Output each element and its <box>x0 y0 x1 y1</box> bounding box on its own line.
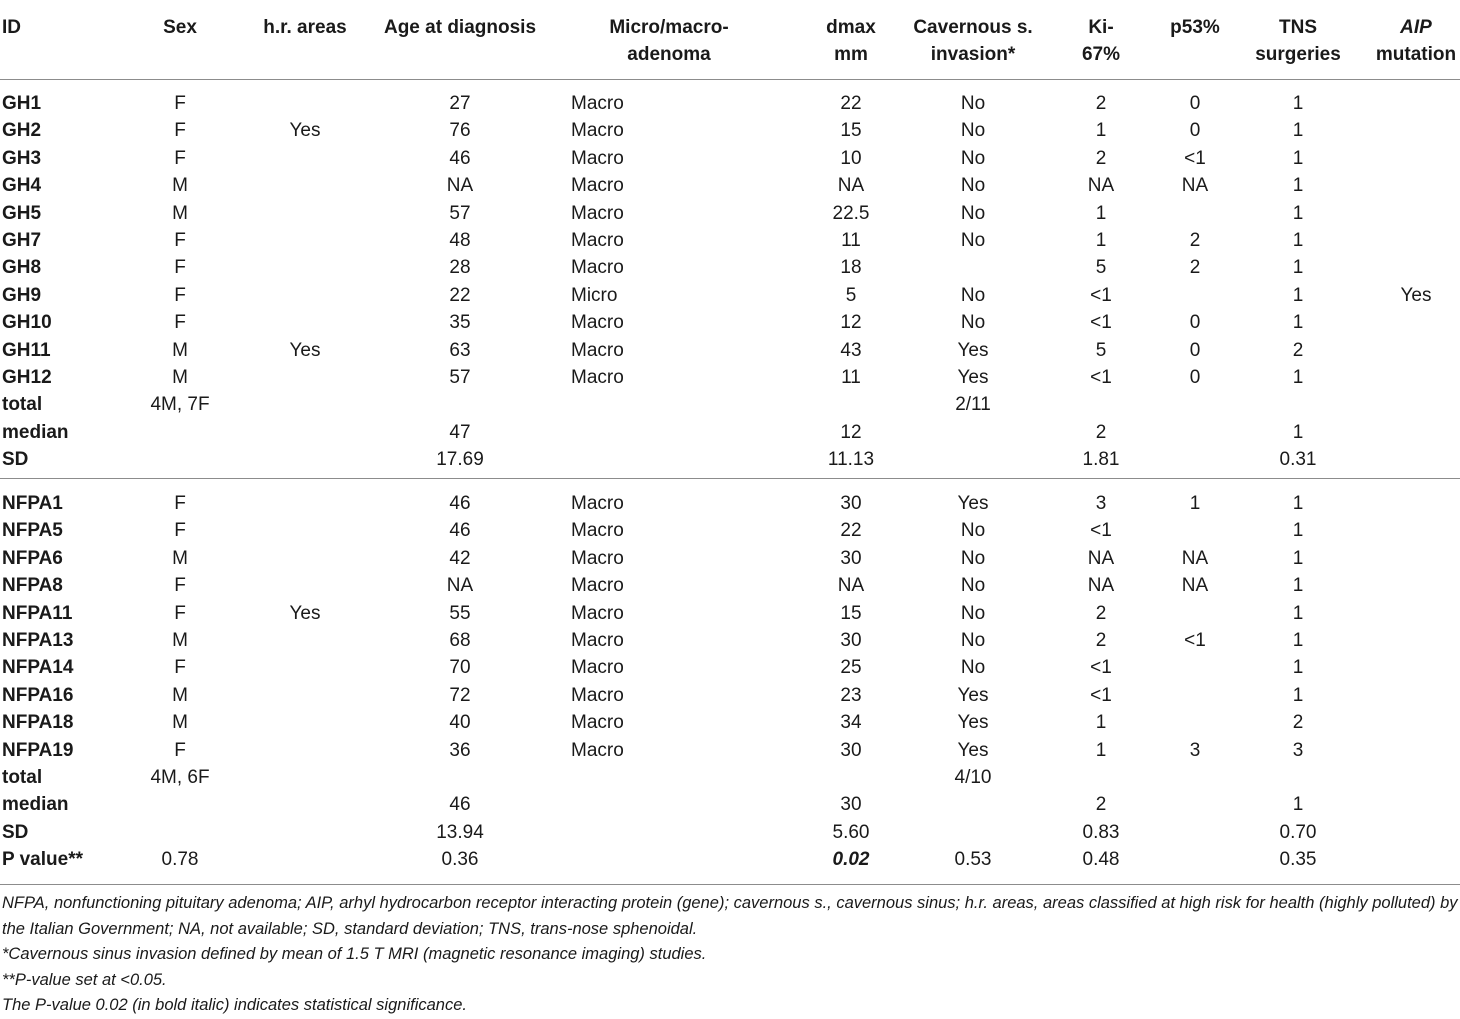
cell-cav: No <box>960 630 986 651</box>
cell-age: 70 <box>449 657 471 679</box>
cell-p53: 3 <box>1189 739 1201 761</box>
table-row <box>0 846 1460 873</box>
cell-age: 13.94 <box>436 821 484 843</box>
cell-age: 68 <box>449 630 471 651</box>
cell-p53: 0 <box>1189 367 1201 388</box>
cell-sex: M <box>172 630 188 651</box>
footnote-cavernous: *Cavernous sinus invasion defined by mean of 1.5 T MRI (magnetic resonance imaging) studies. <box>2 945 707 963</box>
cell-tns: 0.35 <box>1279 849 1317 871</box>
cell-id: NFPA6 <box>2 547 63 569</box>
cell-id: GH3 <box>2 147 42 169</box>
cell-micro: Macro <box>571 657 624 679</box>
cell-sex: 4M, 6F <box>150 767 210 788</box>
table-bottom-rule <box>0 884 1460 885</box>
cell-sex: F <box>174 739 186 761</box>
table-row <box>0 654 1460 681</box>
cell-p53: 0 <box>1189 312 1201 334</box>
table-row <box>0 172 1460 199</box>
cell-p53: 1 <box>1189 493 1201 514</box>
cell-id: SD <box>2 821 29 843</box>
cell-id: GH9 <box>2 284 42 306</box>
table-row <box>0 627 1460 654</box>
cell-p53: 0 <box>1189 93 1201 114</box>
cell-age: 57 <box>449 202 471 224</box>
cell-id: NFPA16 <box>2 684 74 706</box>
cell-p53: NA <box>1181 175 1209 197</box>
cell-ki: NA <box>1087 547 1115 569</box>
cell-id: P value** <box>2 849 83 871</box>
cell-id: total <box>2 767 43 788</box>
cell-age: 42 <box>449 547 471 569</box>
header-ki-line1: Ki- <box>1088 17 1114 38</box>
cell-ki: 5 <box>1095 257 1107 279</box>
cell-age: 57 <box>449 367 471 388</box>
cell-cav: No <box>960 202 986 224</box>
cell-tns: 1 <box>1292 257 1304 279</box>
cell-age: 40 <box>449 712 471 734</box>
cell-ki: 2 <box>1095 602 1107 624</box>
cell-dmax: 18 <box>840 257 862 279</box>
cell-dmax: 11 <box>841 367 861 388</box>
cell-tns: 2 <box>1292 712 1304 734</box>
cell-micro: Macro <box>571 230 624 251</box>
cell-id: GH4 <box>2 175 42 197</box>
table-row <box>0 819 1460 846</box>
cell-id: NFPA19 <box>2 739 74 761</box>
header-dmax-line1: dmax <box>826 17 876 38</box>
cell-hr: Yes <box>289 339 321 361</box>
cell-id: median <box>2 794 69 816</box>
cell-id: NFPA8 <box>2 575 63 597</box>
cell-id: GH12 <box>2 367 52 388</box>
cell-tns: 1 <box>1292 520 1304 542</box>
cell-ki: 3 <box>1095 493 1107 514</box>
cell-micro: Macro <box>571 202 624 224</box>
cell-dmax: 30 <box>840 493 862 514</box>
group-divider <box>0 478 1460 479</box>
table-row <box>0 682 1460 709</box>
cell-micro: Macro <box>571 93 624 114</box>
table-row <box>0 227 1460 254</box>
header-ki67 <box>1082 14 1120 68</box>
cell-cav: No <box>960 175 986 197</box>
cell-sex: M <box>172 367 188 388</box>
cell-sex: F <box>174 284 186 306</box>
cell-hr: Yes <box>289 120 321 142</box>
cell-sex: F <box>174 257 186 279</box>
table-row <box>0 200 1460 227</box>
header-tns <box>1255 14 1341 68</box>
cell-sex: 4M, 7F <box>150 394 210 416</box>
cell-id: GH8 <box>2 257 42 279</box>
cell-tns: 1 <box>1292 421 1304 443</box>
cell-micro: Macro <box>571 602 624 624</box>
table-footnotes <box>2 891 1458 1019</box>
cell-sex: F <box>174 602 186 624</box>
cell-dmax: 5.60 <box>832 821 870 843</box>
cell-cav: Yes <box>957 712 989 734</box>
table-row <box>0 337 1460 364</box>
cell-ki: 0.83 <box>1082 821 1120 843</box>
cell-age: 17.69 <box>436 449 484 471</box>
cell-tns: 2 <box>1292 339 1304 361</box>
cell-dmax: 0.02 <box>832 849 870 871</box>
header-cav-line2: invasion* <box>930 44 1016 65</box>
cell-age: 36 <box>449 739 471 761</box>
header-micro-macro <box>609 14 728 68</box>
cell-micro: Macro <box>571 520 624 542</box>
table-row <box>0 517 1460 544</box>
cell-ki: 5 <box>1095 339 1107 361</box>
cell-age: 22 <box>449 284 471 306</box>
cell-cav: No <box>960 93 986 114</box>
cell-tns: 1 <box>1292 575 1304 597</box>
header-cavernous <box>913 14 1032 68</box>
cell-sex: M <box>172 175 188 197</box>
cell-id: GH11 <box>2 339 51 361</box>
cell-micro: Macro <box>571 684 624 706</box>
cell-age: 47 <box>449 421 471 443</box>
header-micro-line2: adenoma <box>627 44 711 65</box>
cell-age: 63 <box>449 339 471 361</box>
cell-hr: Yes <box>289 602 321 624</box>
cell-cav: No <box>960 284 986 306</box>
table-row <box>0 600 1460 627</box>
cell-ki: <1 <box>1090 312 1112 334</box>
cell-age: 46 <box>449 794 471 816</box>
cell-ki: 1 <box>1095 739 1107 761</box>
cell-cav: No <box>960 602 986 624</box>
cell-dmax: 15 <box>840 602 862 624</box>
cell-cav: No <box>960 120 986 142</box>
table-row <box>0 737 1460 764</box>
cell-cav: No <box>960 312 986 334</box>
cell-p53: 0 <box>1189 339 1201 361</box>
cell-dmax: 11 <box>841 230 861 251</box>
table-row <box>0 764 1460 791</box>
cell-sex: F <box>174 312 186 334</box>
cell-sex: F <box>174 120 186 142</box>
table-row <box>0 446 1460 473</box>
cell-micro: Macro <box>571 257 624 279</box>
cell-dmax: 22 <box>840 520 862 542</box>
cell-cav: No <box>960 147 986 169</box>
cell-micro: Macro <box>571 367 624 388</box>
cell-ki: <1 <box>1090 657 1112 679</box>
cell-sex: M <box>172 712 188 734</box>
cell-tns: 1 <box>1292 120 1304 142</box>
cell-dmax: 10 <box>840 147 862 169</box>
cell-micro: Macro <box>571 739 624 761</box>
table-row <box>0 419 1460 446</box>
cell-id: total <box>2 394 43 416</box>
cell-ki: 1.81 <box>1082 449 1120 471</box>
cell-sex: M <box>172 547 188 569</box>
cell-ki: <1 <box>1090 520 1112 542</box>
cell-sex: F <box>174 520 186 542</box>
cell-age: 72 <box>449 684 471 706</box>
cell-ki: 1 <box>1095 202 1107 224</box>
cell-ki: 0.48 <box>1082 849 1120 871</box>
table-row <box>0 791 1460 818</box>
cell-cav: Yes <box>957 684 989 706</box>
table-row <box>0 545 1460 572</box>
cell-tns: 1 <box>1292 794 1304 816</box>
cell-ki: 1 <box>1095 712 1107 734</box>
header-cav-line1: Cavernous s. <box>913 17 1033 38</box>
cell-age: NA <box>446 175 474 197</box>
cell-dmax: 43 <box>840 339 862 361</box>
cell-cav: No <box>960 657 986 679</box>
cell-age: 35 <box>449 312 471 334</box>
cell-cav: No <box>960 575 986 597</box>
table-row <box>0 282 1460 309</box>
cell-sex: F <box>174 575 186 597</box>
cell-aip: Yes <box>1400 284 1432 306</box>
header-p53: p53% <box>1170 17 1220 38</box>
cell-age: 46 <box>449 520 471 542</box>
cell-sex: M <box>172 339 188 361</box>
table-row <box>0 490 1460 517</box>
cell-tns: 1 <box>1292 657 1304 679</box>
cell-id: median <box>2 421 69 443</box>
cell-tns: 1 <box>1292 684 1304 706</box>
cell-tns: 1 <box>1292 493 1304 514</box>
cell-tns: 0.70 <box>1279 821 1317 843</box>
cell-tns: 0.31 <box>1279 449 1317 471</box>
cell-micro: Macro <box>571 175 624 197</box>
table-row <box>0 364 1460 391</box>
cell-p53: <1 <box>1184 147 1206 169</box>
cell-dmax: 11.13 <box>827 449 875 471</box>
cell-micro: Macro <box>571 147 624 169</box>
cell-cav: Yes <box>957 493 989 514</box>
cell-id: NFPA5 <box>2 520 63 542</box>
cell-dmax: 22 <box>840 93 862 114</box>
cell-dmax: 30 <box>840 547 862 569</box>
cell-p53: NA <box>1181 575 1209 597</box>
cell-id: GH7 <box>2 230 42 251</box>
cell-cav: 0.53 <box>954 849 992 871</box>
cell-id: NFPA14 <box>2 657 74 679</box>
cell-micro: Macro <box>571 120 624 142</box>
cell-tns: 1 <box>1292 175 1304 197</box>
cell-age: 27 <box>449 93 471 114</box>
cell-micro: Macro <box>571 339 624 361</box>
cell-id: NFPA11 <box>2 602 73 624</box>
cell-id: NFPA18 <box>2 712 74 734</box>
cell-cav: No <box>960 230 986 251</box>
cell-age: 76 <box>449 120 471 142</box>
cell-tns: 1 <box>1292 630 1304 651</box>
cell-dmax: 15 <box>840 120 862 142</box>
cell-dmax: 23 <box>840 684 862 706</box>
cell-tns: 1 <box>1292 312 1304 334</box>
table-row <box>0 145 1460 172</box>
cell-micro: Macro <box>571 493 624 514</box>
cell-ki: 2 <box>1095 630 1107 651</box>
table-header <box>0 0 1460 80</box>
cell-micro: Macro <box>571 547 624 569</box>
footnote-significance: The P-value 0.02 (in bold italic) indicates statistical significance. <box>2 996 467 1014</box>
header-id: ID <box>2 17 21 38</box>
cell-micro: Macro <box>571 712 624 734</box>
cell-micro: Macro <box>571 312 624 334</box>
cell-ki: 1 <box>1095 230 1107 251</box>
cell-age: 55 <box>449 602 471 624</box>
cell-ki: 2 <box>1095 147 1107 169</box>
footnote-pvalue: **P-value set at <0.05. <box>2 970 167 989</box>
table-row <box>0 391 1460 418</box>
cell-ki: NA <box>1087 175 1115 197</box>
cell-ki: 1 <box>1095 120 1107 142</box>
header-dmax <box>826 14 876 68</box>
cell-ki: <1 <box>1090 367 1112 388</box>
cell-sex: M <box>172 202 188 224</box>
cell-tns: 3 <box>1292 739 1304 761</box>
header-aip-line2: mutation <box>1375 44 1457 65</box>
cell-tns: 1 <box>1292 230 1304 251</box>
footnote-abbreviations: NFPA, nonfunctioning pituitary adenoma; AIP, arhyl hydrocarbon receptor interacting protein (gene); cavernous s., cavernous sinus; h.r. areas, areas classified at high risk for health (highly polluted) by the Italian Government; NA, not available; SD, standard deviation; TNS, trans-nose sphenoidal. <box>2 894 1458 938</box>
cell-sex: M <box>172 684 188 706</box>
cell-micro: Macro <box>571 575 624 597</box>
cell-dmax: 5 <box>845 284 857 306</box>
header-aip-line1: AIP <box>1400 17 1432 38</box>
cell-cav: 4/10 <box>954 767 992 788</box>
cell-id: GH10 <box>2 312 52 334</box>
header-dmax-line2: mm <box>834 44 868 65</box>
cell-tns: 1 <box>1292 367 1304 388</box>
cell-ki: 2 <box>1095 794 1107 816</box>
cell-age: 46 <box>449 147 471 169</box>
cell-dmax: 30 <box>840 630 862 651</box>
cell-cav: Yes <box>957 367 989 388</box>
cell-sex: F <box>174 147 186 169</box>
cell-tns: 1 <box>1292 202 1304 224</box>
cell-sex: F <box>174 657 186 679</box>
cell-age: NA <box>446 575 474 597</box>
cell-dmax: 34 <box>840 712 862 734</box>
table-row <box>0 90 1460 117</box>
cell-tns: 1 <box>1292 93 1304 114</box>
cell-cav: Yes <box>957 339 989 361</box>
cell-dmax: 12 <box>840 421 862 443</box>
cell-dmax: NA <box>837 575 865 597</box>
cell-sex: F <box>174 93 186 114</box>
cell-sex: F <box>174 493 186 514</box>
header-hr-areas: h.r. areas <box>263 17 347 38</box>
cell-id: NFPA1 <box>2 493 63 514</box>
cell-dmax: 22.5 <box>832 202 870 224</box>
cell-micro: Micro <box>571 284 618 306</box>
table-row <box>0 709 1460 736</box>
cell-cav: No <box>960 520 986 542</box>
cell-tns: 1 <box>1292 147 1304 169</box>
cell-id: GH2 <box>2 120 42 142</box>
cell-p53: <1 <box>1184 630 1206 651</box>
cell-tns: 1 <box>1292 547 1304 569</box>
cell-sex: 0.78 <box>161 849 199 871</box>
cell-ki: NA <box>1087 575 1115 597</box>
cell-tns: 1 <box>1292 284 1304 306</box>
cell-id: NFPA13 <box>2 630 74 651</box>
cell-p53: 2 <box>1189 230 1201 251</box>
table-row <box>0 309 1460 336</box>
cell-age: 48 <box>449 230 471 251</box>
cell-sex: F <box>174 230 186 251</box>
cell-dmax: 25 <box>840 657 862 679</box>
header-micro-line1: Micro/macro- <box>609 17 729 38</box>
cell-id: GH5 <box>2 202 42 224</box>
cell-dmax: 30 <box>840 794 862 816</box>
cell-id: GH1 <box>2 93 42 114</box>
header-age: Age at diagnosis <box>383 17 537 38</box>
header-sex: Sex <box>163 17 197 38</box>
cell-age: 46 <box>449 493 471 514</box>
table-row <box>0 117 1460 144</box>
cell-dmax: NA <box>837 175 865 197</box>
cell-age: 28 <box>449 257 471 279</box>
table-row <box>0 254 1460 281</box>
cell-cav: 2/11 <box>955 394 991 416</box>
cell-cav: Yes <box>957 739 989 761</box>
cell-p53: NA <box>1181 547 1209 569</box>
header-ki-line2: 67% <box>1081 44 1121 65</box>
header-tns-line1: TNS <box>1278 17 1317 38</box>
cell-id: SD <box>2 449 29 471</box>
cell-ki: <1 <box>1090 284 1112 306</box>
header-tns-line2: surgeries <box>1255 44 1341 65</box>
table-row <box>0 572 1460 599</box>
cell-ki: <1 <box>1090 684 1112 706</box>
cell-ki: 2 <box>1095 93 1107 114</box>
cell-p53: 0 <box>1189 120 1201 142</box>
cell-ki: 2 <box>1095 421 1107 443</box>
cell-micro: Macro <box>571 630 624 651</box>
cell-tns: 1 <box>1292 602 1304 624</box>
cell-dmax: 12 <box>840 312 862 334</box>
cell-cav: No <box>960 547 986 569</box>
cell-age: 0.36 <box>441 849 479 871</box>
cell-dmax: 30 <box>840 739 862 761</box>
cell-p53: 2 <box>1189 257 1201 279</box>
header-aip <box>1376 14 1456 68</box>
